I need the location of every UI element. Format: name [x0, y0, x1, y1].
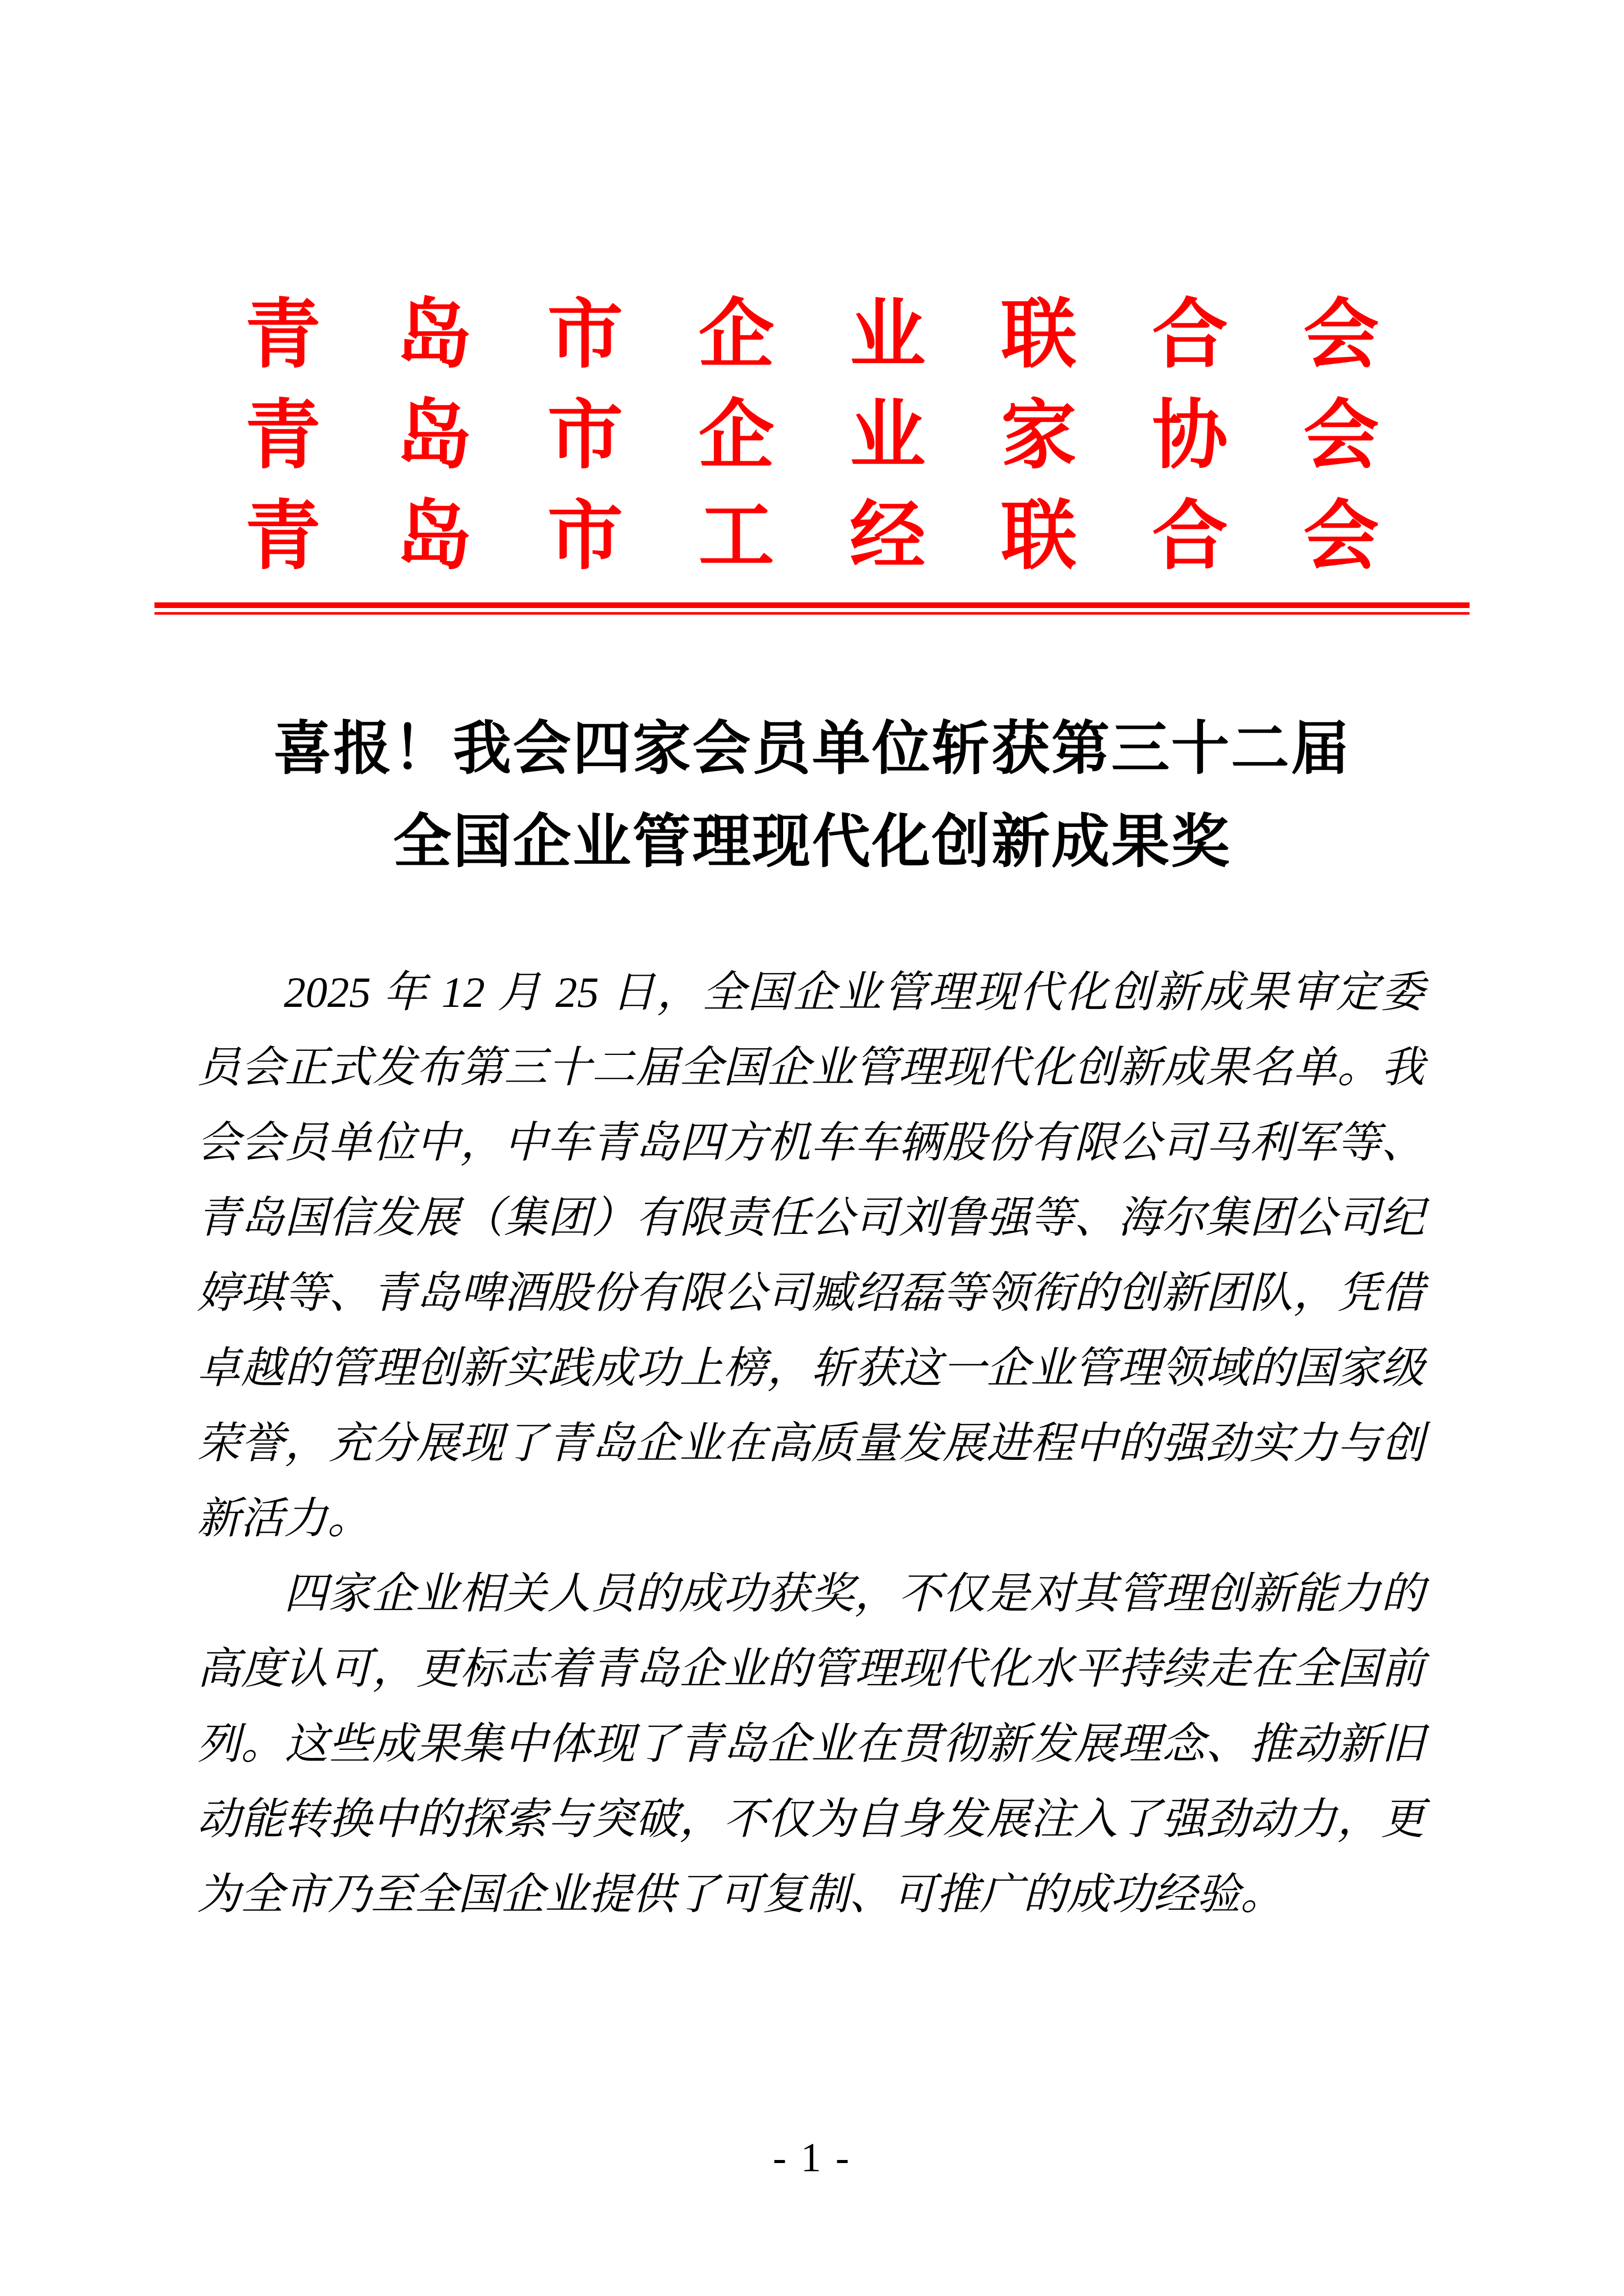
body-paragraph-1: 2025 年 12 月 25 日，全国企业管理现代化创新成果审定委员会正式发布第三十二届全国企业管理现代化创新成果名单。我会会员单位中，中车青岛四方机车车辆股份有限公司马利军等、青岛国信发展（集团）有限责任公司刘鲁强等、海尔集团公司纪婷琪等、青岛啤酒股份有限公司臧绍磊等领衔的创新团队，凭借卓越的管理创新实践成功上榜，斩获这一企业管理领域的国家级荣誉，充分展现了青岛企业在高质量发展进程中的强劲实力与创新活力。: [197, 969, 1425, 1543]
org-name-line-1: 青岛市企业联合会: [245, 294, 1379, 377]
document-body: [197, 955, 1425, 1932]
page-number: - 1 -: [772, 2135, 852, 2180]
title-line-1: 喜报！我会四家会员单位斩获第三十二届: [273, 716, 1351, 781]
document-title: [0, 703, 1624, 889]
page-footer: [0, 2137, 1624, 2178]
body-paragraph-2: 四家企业相关人员的成功获奖，不仅是对其管理创新能力的高度认可，更标志着青岛企业的管理现代化水平持续走在全国前列。这些成果集中体现了青岛企业在贯彻新发展理念、推动新旧动能转换中的探索与突破，不仅为自身发展注入了强劲动力，更为全市乃至全国企业提供了可复制、可推广的成功经验。: [197, 1570, 1425, 1919]
divider-thin-line: [154, 612, 1470, 615]
divider-thick-line: [154, 602, 1470, 608]
title-line-2: 全国企业管理现代化创新成果奖: [393, 809, 1231, 874]
org-name-line-3: 青岛市工经联合会: [245, 495, 1379, 579]
letterhead-divider: [154, 602, 1470, 615]
org-name-line-2: 青岛市企业家协会: [245, 394, 1379, 478]
letterhead: [245, 285, 1379, 588]
